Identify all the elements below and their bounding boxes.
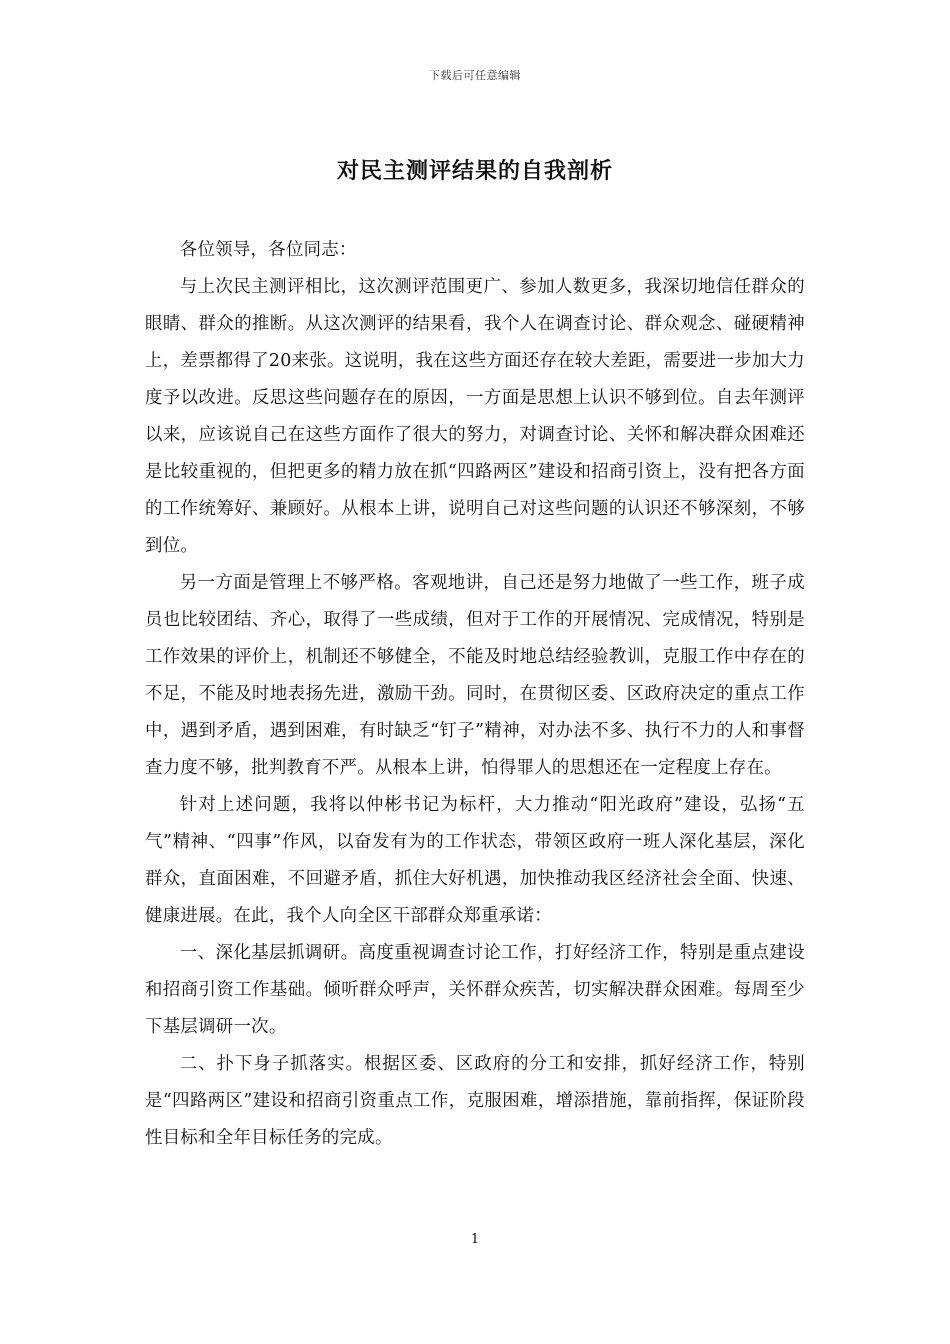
paragraph-1: 与上次民主测评相比，这次测评范围更广、参加人数更多，我深切地信任群众的眼睛、群众的推断。从这次测评的结果看，我个人在调查讨论、群众观念、碰硬精神上，差票都得了20来张。这说明，我在这些方面还存在较大差距，需要进一步加大力度予以改进。反思这些问题存在的原因，一方面是思想上认识不够到位。自去年测评以来，应该说自己在这些方面作了很大的努力，对调查讨论、关怀和解决群众困难还是比较重视的，但把更多的精力放在抓“四路两区”建设和招商引资上，没有把各方面的工作统筹好、兼顾好。从根本上讲，说明自己对这些问题的认识还不够深刻，不够到位。 — [145, 277, 805, 556]
salutation: 各位领导，各位同志： — [179, 240, 357, 260]
paragraph-5: 二、扑下身子抓落实。根据区委、区政府的分工和安排，抓好经济工作，特别是“四路两区”建设和招商引资重点工作，克服困难，增添措施，靠前指挥，保证阶段性目标和全年目标任务的完成。 — [145, 1054, 805, 1148]
header-note: 下载后可任意编辑 — [429, 69, 521, 82]
document-body — [145, 232, 805, 1157]
paragraph-4: 一、深化基层抓调研。高度重视调查讨论工作，打好经济工作，特别是重点建设和招商引资工作基础。倾听群众呼声，关怀群众疾苦，切实解决群众困难。每周至少下基层调研一次。 — [145, 943, 805, 1037]
paragraph-2: 另一方面是管理上不够严格。客观地讲，自己还是努力地做了一些工作，班子成员也比较团结、齐心，取得了一些成绩，但对于工作的开展情况、完成情况，特别是工作效果的评价上，机制还不够健全，不能及时地总结经验教训，克服工作中存在的不足，不能及时地表扬先进，激励干劲。同时，在贯彻区委、区政府决定的重点工作中，遇到矛盾，遇到困难，有时缺乏“钉子”精神，对办法不多、执行不力的人和事督查力度不够，批判教育不严。从根本上讲，怕得罪人的思想还在一定程度上存在。 — [145, 573, 805, 778]
paragraph-3: 针对上述问题，我将以仲彬书记为标杆，大力推动“阳光政府”建设，弘扬“五气”精神、“四事”作风，以奋发有为的工作状态，带领区政府一班人深化基层，深化群众，直面困难，不回避矛盾，抓住大好机遇，加快推动我区经济社会全面、快速、健康进展。在此，我个人向全区干部群众郑重承诺： — [145, 795, 805, 926]
page-number: 1 — [470, 1232, 480, 1247]
document-title: 对民主测评结果的自我剖析 — [336, 158, 613, 184]
